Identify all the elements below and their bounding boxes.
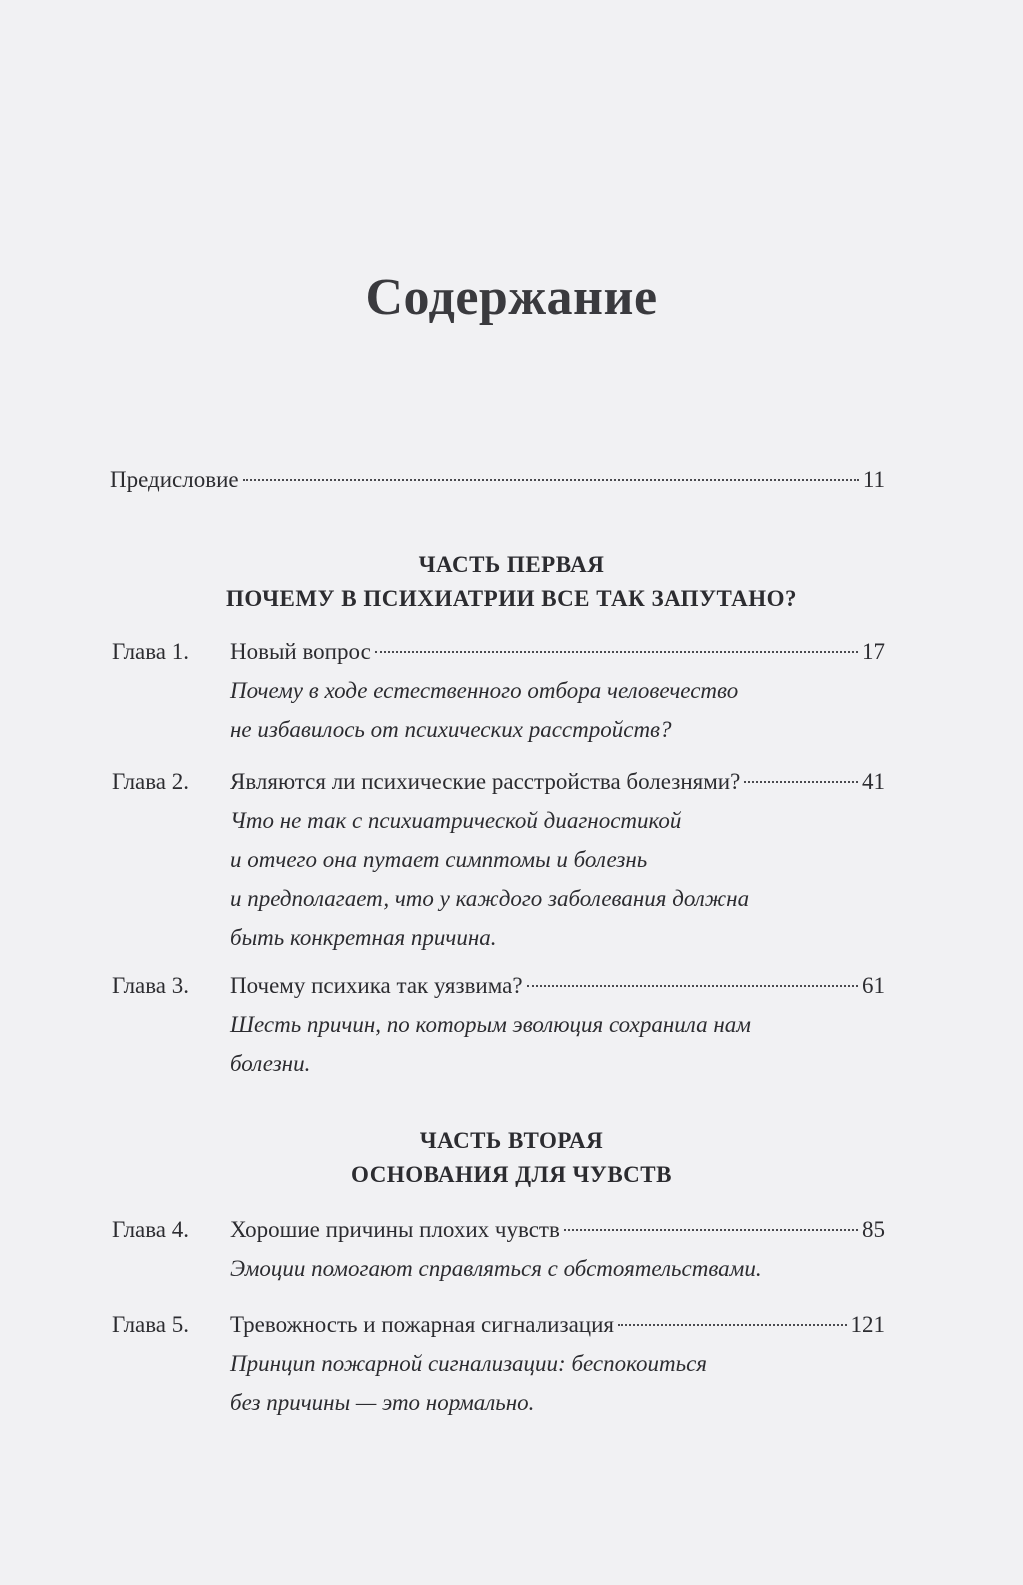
dot-leader bbox=[618, 1324, 847, 1326]
subtitle-line: и отчего она путает симптомы и болезнь bbox=[230, 847, 648, 872]
chapter-title: Новый вопрос bbox=[230, 639, 371, 664]
part-title: ПОЧЕМУ В ПСИХИАТРИИ ВСЕ ТАК ЗАПУТАНО? bbox=[225, 586, 798, 611]
subtitle-line: и предполагает, что у каждого заболевания должна bbox=[230, 886, 750, 911]
chapter-number: Глава 1. bbox=[112, 639, 190, 664]
chapter-subtitle bbox=[230, 671, 885, 749]
subtitle-line: Принцип пожарной сигнализации: беспокоиться bbox=[230, 1351, 707, 1376]
subtitle-line: быть конкретная причина. bbox=[230, 925, 497, 950]
dot-leader bbox=[744, 781, 858, 783]
chapter-subtitle bbox=[230, 801, 885, 957]
subtitle-line: Почему в ходе естественного отбора человечество bbox=[230, 678, 739, 703]
toc-entry-chapter-2[interactable] bbox=[112, 763, 885, 957]
toc-entry-label: Предисловие bbox=[110, 467, 239, 492]
chapter-number: Глава 3. bbox=[112, 973, 190, 998]
dot-leader bbox=[527, 985, 858, 987]
toc-page-number: 11 bbox=[862, 467, 885, 492]
toc-entry-chapter-5[interactable] bbox=[112, 1306, 885, 1422]
subtitle-line: Эмоции помогают справляться с обстоятельствами. bbox=[230, 1256, 762, 1281]
part-label: ЧАСТЬ ПЕРВАЯ bbox=[418, 552, 605, 577]
chapter-number: Глава 4. bbox=[112, 1217, 190, 1242]
dot-leader bbox=[243, 479, 859, 481]
toc-page-number: 17 bbox=[862, 639, 885, 664]
chapter-number: Глава 5. bbox=[112, 1312, 190, 1337]
subtitle-line: Что не так с психиатрической диагностикой bbox=[230, 808, 682, 833]
part-label: ЧАСТЬ ВТОРАЯ bbox=[419, 1128, 604, 1153]
subtitle-line: болезни. bbox=[230, 1051, 311, 1076]
dot-leader bbox=[375, 651, 858, 653]
toc-entry-chapter-4[interactable] bbox=[112, 1211, 885, 1288]
toc-entry-chapter-1[interactable] bbox=[112, 633, 885, 749]
chapter-subtitle bbox=[230, 1344, 885, 1422]
chapter-title: Тревожность и пожарная сигнализация bbox=[230, 1312, 614, 1337]
chapter-subtitle bbox=[230, 1249, 885, 1288]
chapter-subtitle bbox=[230, 1005, 885, 1083]
part-one-heading bbox=[0, 548, 1023, 616]
toc-page-number: 121 bbox=[850, 1312, 885, 1337]
page-title: Содержание bbox=[365, 269, 658, 326]
toc-entry-chapter-3[interactable] bbox=[112, 967, 885, 1083]
subtitle-line: не избавилось от психических расстройств? bbox=[230, 717, 672, 742]
chapter-title: Почему психика так уязвима? bbox=[230, 973, 523, 998]
dot-leader bbox=[564, 1229, 858, 1231]
toc-page-number: 61 bbox=[862, 973, 885, 998]
subtitle-line: без причины — это нормально. bbox=[230, 1390, 535, 1415]
chapter-number: Глава 2. bbox=[112, 769, 190, 794]
toc-entry-preface[interactable] bbox=[110, 461, 885, 499]
toc-page-number: 85 bbox=[862, 1217, 885, 1242]
part-title: ОСНОВАНИЯ ДЛЯ ЧУВСТВ bbox=[351, 1162, 672, 1187]
subtitle-line: Шесть причин, по которым эволюция сохранила нам bbox=[230, 1012, 751, 1037]
toc-page-number: 41 bbox=[862, 769, 885, 794]
chapter-title: Хорошие причины плохих чувств bbox=[230, 1217, 560, 1242]
part-two-heading bbox=[0, 1124, 1023, 1192]
chapter-title: Являются ли психические расстройства болезнями? bbox=[230, 769, 741, 794]
